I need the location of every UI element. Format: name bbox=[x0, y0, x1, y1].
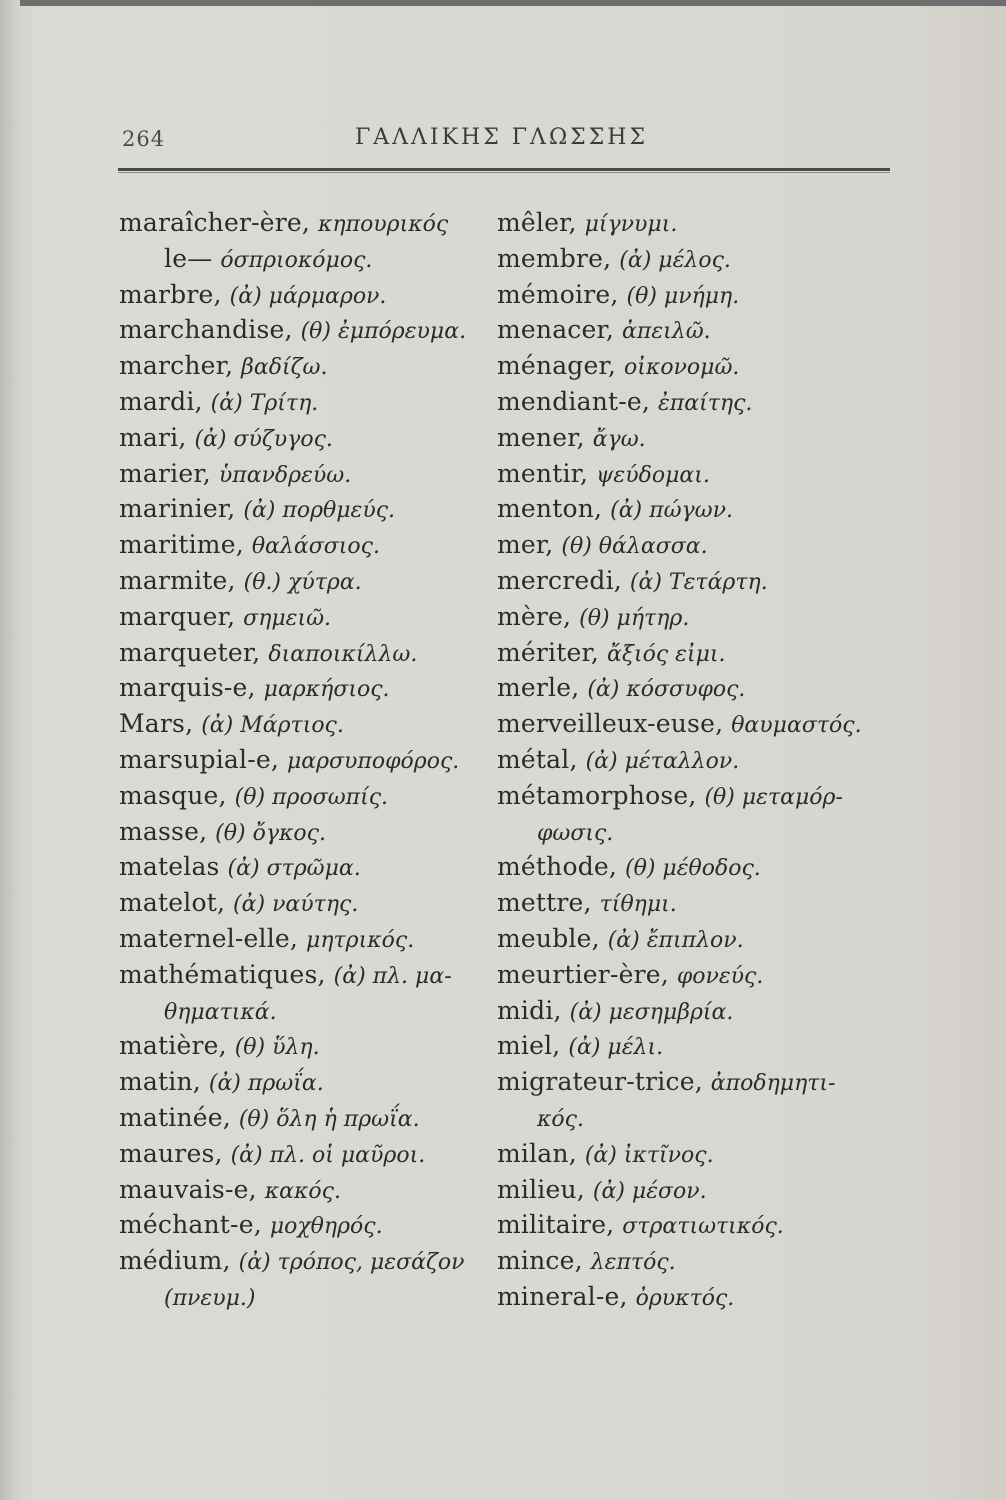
entry-headword: milieu, bbox=[497, 1174, 585, 1204]
dictionary-entry bbox=[497, 1243, 897, 1279]
dictionary-entry bbox=[119, 348, 499, 384]
entry-translation: μητρικός. bbox=[306, 927, 415, 953]
dictionary-entry bbox=[497, 1028, 897, 1064]
entry-translation: (ἀ) μέλος. bbox=[619, 247, 731, 273]
dictionary-entry bbox=[497, 599, 897, 635]
dictionary-entry bbox=[497, 205, 897, 241]
entry-headword: matin, bbox=[119, 1067, 201, 1097]
entry-translation: (θ) θάλασσα. bbox=[561, 534, 708, 560]
dictionary-entry bbox=[119, 456, 499, 492]
entry-headword: membre, bbox=[497, 243, 612, 273]
entry-headword: marinier, bbox=[119, 494, 236, 524]
entry-translation: (ἀ) τρόπος, μεσάζον bbox=[238, 1250, 465, 1276]
entry-translation: ὀρυκτός. bbox=[635, 1285, 735, 1311]
entry-translation: (ἀ) μάρμαρον. bbox=[229, 283, 387, 309]
entry-translation: (ἀ) μεσημβρία. bbox=[569, 999, 734, 1025]
dictionary-entry bbox=[497, 527, 897, 563]
entry-headword: mettre, bbox=[497, 888, 592, 918]
entry-headword: mercredi, bbox=[497, 565, 622, 595]
dictionary-entry bbox=[497, 1207, 897, 1243]
dictionary-entry bbox=[119, 277, 499, 313]
dictionary-entry bbox=[119, 1064, 499, 1100]
entry-headword: milan, bbox=[497, 1138, 577, 1168]
entry-translation: (θ) μέθοδος. bbox=[625, 856, 761, 882]
entry-translation: τίθημι. bbox=[599, 892, 677, 918]
entry-translation: (ἀ) πλ. μα- bbox=[333, 963, 452, 989]
dictionary-entry bbox=[119, 670, 499, 706]
entry-headword: mince, bbox=[497, 1246, 583, 1276]
dictionary-entry bbox=[497, 420, 897, 456]
entry-translation: φονεύς. bbox=[676, 963, 764, 989]
entry-headword: marchandise, bbox=[119, 315, 293, 345]
entry-translation: μίγνυμι. bbox=[584, 212, 678, 237]
entry-headword: mendiant-e, bbox=[497, 386, 651, 416]
dictionary-entry bbox=[119, 527, 499, 563]
entry-headword: marmite, bbox=[119, 565, 236, 595]
dictionary-entry bbox=[119, 420, 499, 456]
entry-translation: (θ) μνήμη. bbox=[626, 283, 740, 309]
entry-translation: ἀποδημητι- bbox=[710, 1071, 836, 1097]
entry-headword: mémoire, bbox=[497, 279, 619, 309]
right-column bbox=[497, 205, 897, 1315]
dictionary-entry bbox=[119, 1207, 499, 1243]
entry-translation: ἀπειλῶ. bbox=[622, 319, 711, 345]
dictionary-entry bbox=[119, 778, 499, 814]
entry-headword: Mars, bbox=[119, 709, 194, 739]
entry-headword: merle, bbox=[497, 673, 580, 703]
dictionary-entry bbox=[119, 1279, 499, 1315]
entry-headword: migrateur-trice, bbox=[497, 1067, 703, 1097]
entry-translation: (ἀ) ναύτης. bbox=[233, 892, 359, 918]
entry-translation: (ἀ) Τετάρτη. bbox=[629, 569, 768, 595]
entry-translation: κηπουρικός bbox=[318, 212, 449, 237]
entry-headword: meurtier-ère, bbox=[497, 959, 669, 989]
entry-headword: matelot, bbox=[119, 888, 226, 918]
entry-headword: mathématiques, bbox=[119, 959, 326, 989]
entry-translation: (ἀ) σύζυγος. bbox=[194, 426, 333, 452]
entry-headword: mineral-e, bbox=[497, 1281, 628, 1311]
entry-headword: marbre, bbox=[119, 279, 222, 309]
entry-translation: (ἀ) μέλι. bbox=[568, 1035, 664, 1061]
dictionary-entry bbox=[119, 1100, 499, 1136]
entry-headword: marquis-e, bbox=[119, 673, 256, 703]
dictionary-entry bbox=[497, 778, 897, 814]
entry-headword: matière, bbox=[119, 1031, 227, 1061]
entry-translation: θαυμαστός. bbox=[731, 713, 862, 739]
left-column bbox=[119, 205, 499, 1315]
entry-headword: midi, bbox=[497, 995, 562, 1025]
entry-headword: métamorphose, bbox=[497, 780, 697, 810]
dictionary-entry bbox=[497, 384, 897, 420]
entry-translation: κός. bbox=[537, 1106, 584, 1132]
entry-translation: (θ) ὕλη. bbox=[234, 1035, 320, 1061]
dictionary-entry bbox=[119, 599, 499, 635]
entry-headword: médium, bbox=[119, 1246, 231, 1276]
entry-translation: κακός. bbox=[264, 1178, 341, 1204]
running-title: ΓΑΛΛΙΚΗΣ ΓΛΩΣΣΗΣ bbox=[355, 125, 649, 150]
dictionary-entry bbox=[497, 277, 897, 313]
dictionary-entry bbox=[497, 742, 897, 778]
entry-headword: mère, bbox=[497, 601, 572, 631]
entry-translation: (θ) προσωπίς. bbox=[234, 784, 389, 810]
entry-headword: menton, bbox=[497, 494, 603, 524]
dictionary-entry bbox=[497, 885, 897, 921]
entry-headword: marquer, bbox=[119, 601, 236, 631]
entry-translation: (θ) ἐμπόρευμα. bbox=[300, 319, 467, 345]
entry-translation: (ἀ) μέσον. bbox=[592, 1178, 707, 1204]
entry-translation: θηματικά. bbox=[164, 999, 277, 1025]
entry-translation: (ἀ) πώγων. bbox=[610, 498, 733, 524]
dictionary-entry bbox=[497, 241, 897, 277]
entry-headword: mer, bbox=[497, 530, 554, 560]
entry-headword: maritime, bbox=[119, 530, 244, 560]
entry-translation: (ἀ) πορθμεύς. bbox=[243, 498, 396, 524]
top-page-edge bbox=[20, 0, 1006, 6]
dictionary-entry bbox=[119, 742, 499, 778]
dictionary-entry bbox=[119, 1028, 499, 1064]
entry-translation: όσπριοκόμος. bbox=[220, 247, 373, 273]
entry-translation: (ἀ) πλ. οἱ μαῦροι. bbox=[230, 1142, 426, 1168]
entry-headword: merveilleux-euse, bbox=[497, 709, 724, 739]
entry-headword: mardi, bbox=[119, 386, 203, 416]
entry-translation: (ἀ) Τρίτη. bbox=[210, 390, 319, 416]
entry-headword: mener, bbox=[497, 422, 585, 452]
dictionary-entry bbox=[497, 456, 897, 492]
dictionary-entry bbox=[119, 921, 499, 957]
entry-headword: le— bbox=[164, 243, 213, 273]
dictionary-entry bbox=[497, 921, 897, 957]
entry-headword: matelas bbox=[119, 852, 220, 882]
entry-headword: métal, bbox=[497, 744, 578, 774]
dictionary-entry bbox=[119, 563, 499, 599]
entry-translation: ἄγω. bbox=[592, 426, 646, 452]
dictionary-entry bbox=[119, 241, 499, 277]
entry-translation: θαλάσσιος. bbox=[251, 534, 380, 560]
entry-translation: (ἀ) ἰκτῖνος. bbox=[584, 1142, 714, 1168]
dictionary-entry bbox=[119, 205, 499, 241]
entry-translation: (ἀ) ἔπιπλον. bbox=[607, 927, 744, 953]
entry-headword: mauvais-e, bbox=[119, 1174, 257, 1204]
entry-translation: μαρσυποφόρος. bbox=[286, 748, 460, 774]
dictionary-entry bbox=[497, 957, 897, 993]
entry-headword: marier, bbox=[119, 458, 211, 488]
entry-headword: miel, bbox=[497, 1031, 561, 1061]
entry-translation: (θ) ὅλη ἡ πρωΐα. bbox=[238, 1106, 420, 1132]
dictionary-entry bbox=[119, 957, 499, 993]
dictionary-entry bbox=[497, 1064, 897, 1100]
dictionary-entry bbox=[497, 993, 897, 1029]
dictionary-entry bbox=[119, 384, 499, 420]
entry-headword: maternel-elle, bbox=[119, 923, 299, 953]
dictionary-entry bbox=[119, 1172, 499, 1208]
entry-translation: (θ.) χύτρα. bbox=[243, 569, 362, 595]
entry-translation: (ἀ) Μάρτιος. bbox=[201, 713, 344, 739]
entry-translation: στρατιωτικός. bbox=[622, 1214, 784, 1240]
entry-translation: ἄξιός εἰμι. bbox=[607, 641, 726, 667]
entry-translation: οἰκονομῶ. bbox=[624, 355, 740, 381]
page-number: 264 bbox=[122, 127, 166, 151]
entry-translation: ὑπανδρεύω. bbox=[218, 462, 352, 488]
entry-translation: (θ) μεταμόρ- bbox=[704, 784, 843, 810]
entry-headword: marcher, bbox=[119, 351, 234, 381]
dictionary-entry bbox=[497, 814, 897, 850]
entry-headword: mentir, bbox=[497, 458, 589, 488]
entry-headword: mêler, bbox=[497, 208, 577, 237]
entry-headword: mériter, bbox=[497, 637, 600, 667]
entry-headword: méthode, bbox=[497, 852, 618, 882]
entry-headword: masse, bbox=[119, 816, 208, 846]
entry-headword: maraîcher-ère, bbox=[119, 208, 311, 237]
entry-translation: βαδίζω. bbox=[241, 355, 328, 381]
dictionary-entry bbox=[119, 885, 499, 921]
dictionary-entry bbox=[119, 993, 499, 1029]
entry-translation: (πνευμ.) bbox=[164, 1285, 256, 1311]
entry-headword: mari, bbox=[119, 422, 187, 452]
entry-headword: marsupial-e, bbox=[119, 744, 279, 774]
entry-headword: méchant-e, bbox=[119, 1210, 262, 1240]
entry-translation: (θ) ὄγκος. bbox=[215, 820, 326, 846]
entry-headword: masque, bbox=[119, 780, 227, 810]
dictionary-entry bbox=[497, 670, 897, 706]
dictionary-entry bbox=[497, 635, 897, 671]
dictionary-entry bbox=[119, 312, 499, 348]
dictionary-entry bbox=[119, 635, 499, 671]
entry-headword: militaire, bbox=[497, 1210, 615, 1240]
entry-translation: μοχθηρός. bbox=[269, 1214, 383, 1240]
entry-headword: maures, bbox=[119, 1138, 223, 1168]
dictionary-entry bbox=[497, 1100, 897, 1136]
entry-translation: ἐπαίτης. bbox=[658, 390, 753, 416]
dictionary-entry bbox=[497, 491, 897, 527]
entry-headword: marqueter, bbox=[119, 637, 261, 667]
entry-translation: μαρκήσιος. bbox=[263, 677, 390, 703]
entry-translation: διαποικίλλω. bbox=[268, 641, 418, 667]
entry-translation: λεπτός. bbox=[590, 1250, 676, 1276]
entry-translation: (ἀ) κόσσυφος. bbox=[587, 677, 746, 703]
dictionary-entry bbox=[497, 706, 897, 742]
entry-headword: meuble, bbox=[497, 923, 600, 953]
dictionary-entry bbox=[119, 706, 499, 742]
dictionary-entry bbox=[497, 1279, 897, 1315]
dictionary-entry bbox=[119, 849, 499, 885]
entry-headword: matinée, bbox=[119, 1102, 231, 1132]
dictionary-entry bbox=[497, 1136, 897, 1172]
entry-translation: φωσις. bbox=[537, 820, 614, 846]
entry-translation: (ἀ) στρῶμα. bbox=[227, 856, 361, 882]
dictionary-entry bbox=[497, 563, 897, 599]
dictionary-entry bbox=[119, 1243, 499, 1279]
left-page-edge bbox=[0, 0, 18, 1500]
entry-headword: ménager, bbox=[497, 351, 617, 381]
entry-translation: ψεύδομαι. bbox=[596, 462, 710, 488]
entry-translation: (θ) μήτηρ. bbox=[579, 605, 690, 631]
dictionary-entry bbox=[497, 348, 897, 384]
dictionary-entry bbox=[119, 1136, 499, 1172]
dictionary-entry bbox=[497, 312, 897, 348]
dictionary-entry bbox=[119, 491, 499, 527]
entry-translation: (ἀ) μέταλλον. bbox=[585, 748, 740, 774]
entry-translation: σημειῶ. bbox=[243, 605, 332, 631]
dictionary-entry bbox=[497, 849, 897, 885]
entry-translation: (ἀ) πρωΐα. bbox=[208, 1071, 324, 1097]
entry-headword: menacer, bbox=[497, 315, 615, 345]
dictionary-entry bbox=[119, 814, 499, 850]
header-rule bbox=[118, 168, 890, 171]
dictionary-entry bbox=[497, 1172, 897, 1208]
